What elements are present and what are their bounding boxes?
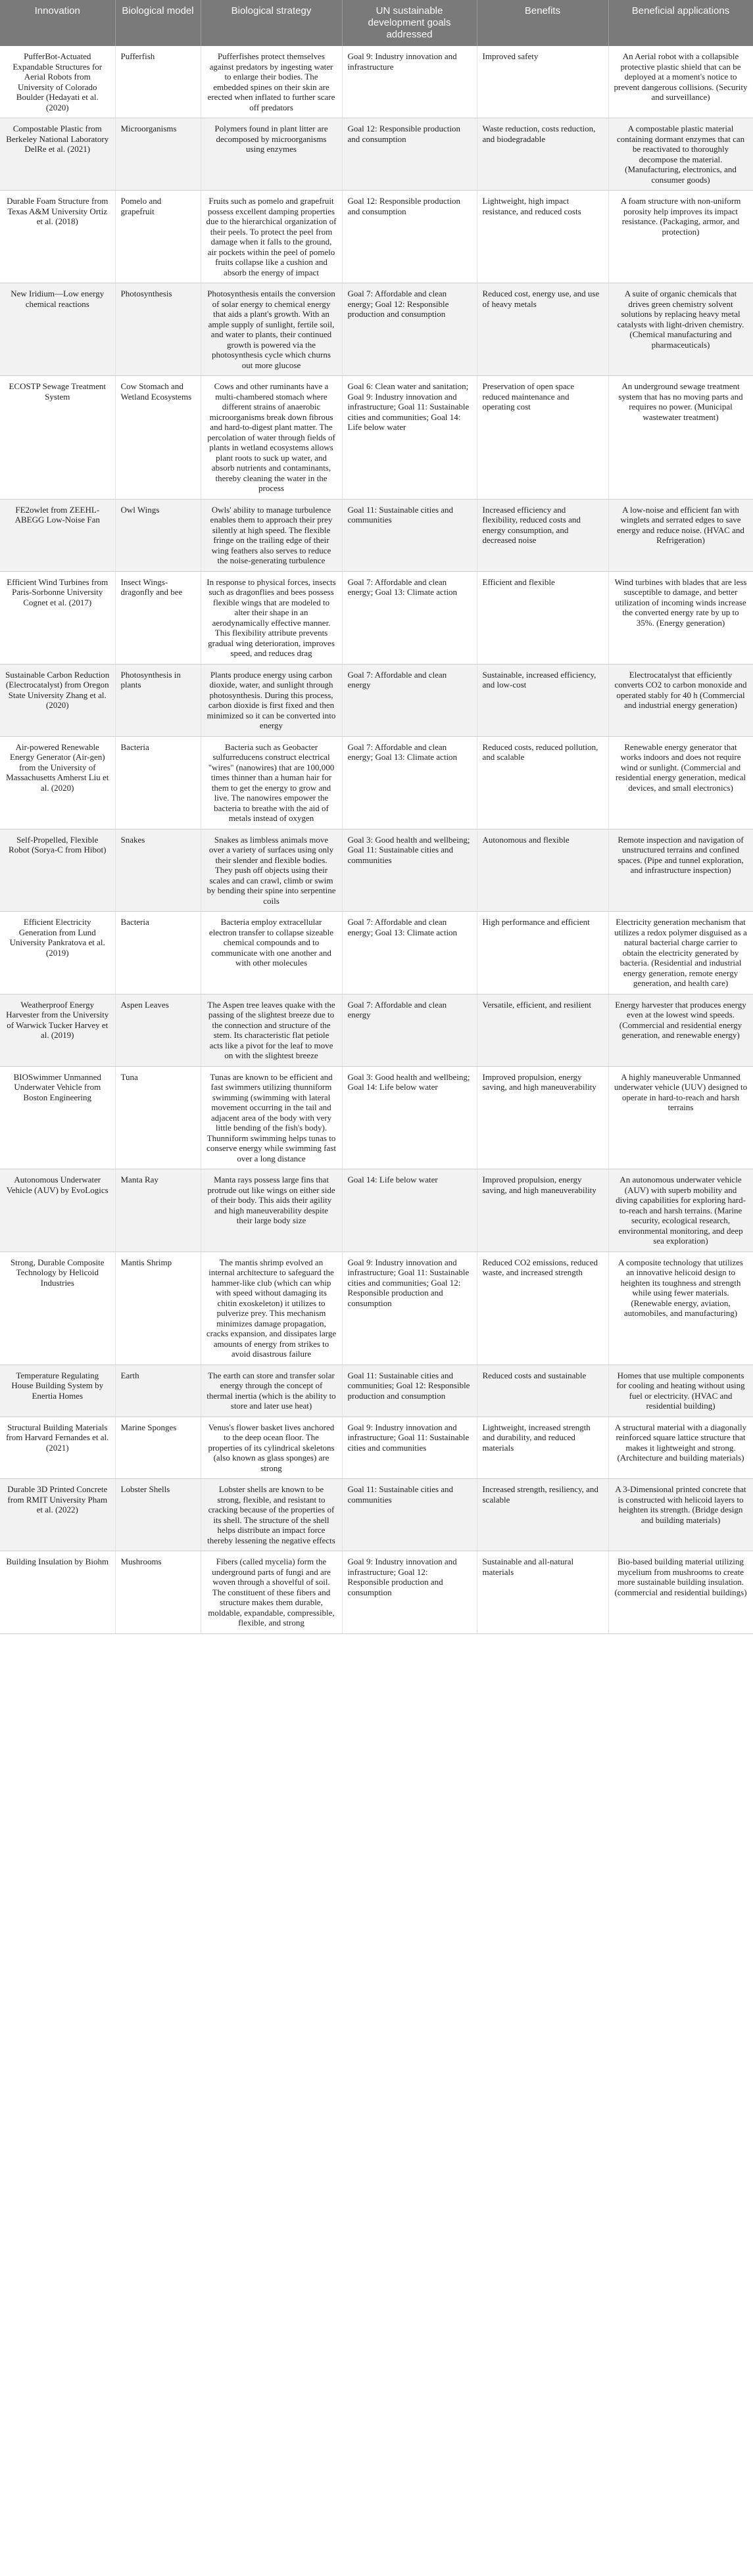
- cell-biological-model: Mantis Shrimp: [115, 1252, 201, 1365]
- cell-innovation: Structural Building Materials from Harvard Fernandes et al. (2021): [0, 1417, 115, 1479]
- cell-biological-strategy: Manta rays possess large fins that protrude out like wings on either side of their body. This aids their agility and high maneuverability despite their large body size: [201, 1169, 342, 1252]
- cell-un-goals: Goal 6: Clean water and sanitation; Goal 9: Industry innovation and infrastructure; Goal 11: Sustainable cities and communities; Goal 14: Life below water: [342, 376, 477, 500]
- cell-biological-model: Aspen Leaves: [115, 994, 201, 1066]
- header-row: [0, 0, 753, 46]
- cell-applications: An underground sewage treatment system that has no moving parts and requires no power. (Municipal wastewater treatment): [608, 376, 753, 500]
- cell-biological-strategy: Fruits such as pomelo and grapefruit possess excellent damping properties due to the hierarchical organization of their peels. To protect the peel from damage when it falls to the ground, air pockets within the peel of pomelo fruits collapse like a cushion and absorb the energy of impact: [201, 191, 342, 283]
- cell-applications: Remote inspection and navigation of unstructured terrains and confined spaces. (Pipe and tunnel exploration, and infrastructure inspection): [608, 829, 753, 912]
- cell-un-goals: Goal 9: Industry innovation and infrastructure; Goal 11: Sustainable cities and communities: [342, 1417, 477, 1479]
- cell-innovation: Durable 3D Printed Concrete from RMIT University Pham et al. (2022): [0, 1479, 115, 1551]
- cell-applications: Electrocatalyst that efficiently converts CO2 to carbon monoxide and operated stably for 40 h (Commercial and industrial energy generation): [608, 664, 753, 736]
- cell-benefits: Reduced cost, energy use, and use of heavy metals: [477, 283, 608, 376]
- cell-biological-model: Mushrooms: [115, 1551, 201, 1634]
- cell-biological-model: Pomelo and grapefruit: [115, 191, 201, 283]
- table-row: [0, 1551, 753, 1634]
- cell-applications: A foam structure with non-uniform porosity help improves its impact resistance. (Packaging, armor, and protection): [608, 191, 753, 283]
- table-row: [0, 994, 753, 1066]
- cell-benefits: Lightweight, high impact resistance, and reduced costs: [477, 191, 608, 283]
- cell-applications: A highly maneuverable Unmanned underwater vehicle (UUV) designed to operate in hard-to-reach and harsh terrains: [608, 1066, 753, 1169]
- cell-biological-strategy: Bacteria such as Geobacter sulfurreducens construct electrical "wires" (nanowires) that are 100,000 times thinner than a human hair for them to get the energy to grow and live. The nanowires empower the bacteria to breathe with the aid of metals instead of oxygen: [201, 736, 342, 829]
- cell-innovation: FE2owlet from ZEEHL-ABEGG Low-Noise Fan: [0, 499, 115, 571]
- table-row: [0, 1066, 753, 1169]
- cell-biological-strategy: Plants produce energy using carbon dioxide, water, and sunlight through photosynthesis. During this process, carbon dioxide is first fixed and then minimized so it can be converted into energy: [201, 664, 342, 736]
- cell-benefits: Versatile, efficient, and resilient: [477, 994, 608, 1066]
- cell-applications: Homes that use multiple components for cooling and heating without using fuel or electricity. (HVAC and residential building): [608, 1365, 753, 1417]
- cell-biological-strategy: Polymers found in plant litter are decomposed by microorganisms using enzymes: [201, 118, 342, 191]
- cell-biological-strategy: In response to physical forces, insects such as dragonflies and bees possess flexible wings that are modeled to alter their shape in an aerodynamically effective manner. This flexibility attribute prevents gradual wing deterioration, improves speed, and reduces drag: [201, 571, 342, 664]
- cell-un-goals: Goal 9: Industry innovation and infrastructure: [342, 46, 477, 118]
- cell-benefits: Lightweight, increased strength and durability, and reduced materials: [477, 1417, 608, 1479]
- cell-un-goals: Goal 11: Sustainable cities and communities; Goal 12: Responsible production and consumption: [342, 1365, 477, 1417]
- cell-un-goals: Goal 7: Affordable and clean energy; Goal 12: Responsible production and consumption: [342, 283, 477, 376]
- cell-biological-strategy: Lobster shells are known to be strong, flexible, and resistant to cracking because of the properties of its shell. The structure of the shell helps distribute an impact force thereby lessening the negative effects: [201, 1479, 342, 1551]
- cell-biological-strategy: Pufferfishes protect themselves against predators by ingesting water to enlarge their bodies. The embedded spines on their skin are erected when inflated to further scare off predators: [201, 46, 342, 118]
- cell-innovation: Weatherproof Energy Harvester from the University of Warwick Tucker Harvey et al. (2019): [0, 994, 115, 1066]
- cell-biological-strategy: Tunas are known to be efficient and fast swimmers utilizing thunniform swimming (swimming with lateral movement occurring in the tail and adjacent area of the body with very little bending of the fish's body). Thunniform swimming helps tunas to conserve energy while swimming fast over a long distance: [201, 1066, 342, 1169]
- table-header: [0, 0, 753, 46]
- table-row: [0, 499, 753, 571]
- cell-innovation: Sustainable Carbon Reduction (Electrocatalyst) from Oregon State University Zhang et al. (2020): [0, 664, 115, 736]
- cell-applications: A compostable plastic material containing dormant enzymes that can be reactivated to thoroughly decompose the material. (Manufacturing, electronics, and consumer goods): [608, 118, 753, 191]
- cell-un-goals: Goal 12: Responsible production and consumption: [342, 118, 477, 191]
- table-row: [0, 1365, 753, 1417]
- table-row: [0, 1417, 753, 1479]
- cell-benefits: Increased efficiency and flexibility, reduced costs and energy consumption, and decreased noise: [477, 499, 608, 571]
- cell-un-goals: Goal 14: Life below water: [342, 1169, 477, 1252]
- table-row: [0, 118, 753, 191]
- cell-benefits: Sustainable and all-natural materials: [477, 1551, 608, 1634]
- cell-un-goals: Goal 9: Industry innovation and infrastructure; Goal 12: Responsible production and consumption: [342, 1551, 477, 1634]
- cell-biological-strategy: The earth can store and transfer solar energy through the concept of thermal inertia (which is the ability to store and later use heat): [201, 1365, 342, 1417]
- cell-innovation: Building Insulation by Biohm: [0, 1551, 115, 1634]
- cell-un-goals: Goal 11: Sustainable cities and communities: [342, 499, 477, 571]
- cell-innovation: Temperature Regulating House Building System by Enertia Homes: [0, 1365, 115, 1417]
- table-row: [0, 571, 753, 664]
- cell-un-goals: Goal 11: Sustainable cities and communities: [342, 1479, 477, 1551]
- cell-benefits: Improved propulsion, energy saving, and high maneuverability: [477, 1066, 608, 1169]
- cell-biological-strategy: Fibers (called mycelia) form the underground parts of fungi and are woven through a shovelful of soil. The constituent of these fibers and structure makes them durable, moldable, expandable, compressible, flexible, and strong: [201, 1551, 342, 1634]
- table-row: [0, 912, 753, 995]
- cell-applications: Wind turbines with blades that are less susceptible to damage, and better utilization of incoming winds increase the converted energy rate by up to 35%. (Energy generation): [608, 571, 753, 664]
- cell-un-goals: Goal 7: Affordable and clean energy; Goal 13: Climate action: [342, 571, 477, 664]
- cell-innovation: Autonomous Underwater Vehicle (AUV) by EvoLogics: [0, 1169, 115, 1252]
- cell-benefits: Improved propulsion, energy saving, and high maneuverability: [477, 1169, 608, 1252]
- cell-innovation: Efficient Wind Turbines from Paris-Sorbonne University Cognet et al. (2017): [0, 571, 115, 664]
- cell-applications: Energy harvester that produces energy even at the lowest wind speeds. (Commercial and residential energy generation, and renewable energy): [608, 994, 753, 1066]
- cell-benefits: Sustainable, increased efficiency, and low-cost: [477, 664, 608, 736]
- cell-biological-model: Marine Sponges: [115, 1417, 201, 1479]
- table-row: [0, 829, 753, 912]
- cell-applications: Bio-based building material utilizing mycelium from mushrooms to create more sustainable building insulation. (commercial and residential buildings): [608, 1551, 753, 1634]
- cell-innovation: Air-powered Renewable Energy Generator (Air-gen) from the University of Massachusetts Amherst Liu et al. (2020): [0, 736, 115, 829]
- cell-innovation: Efficient Electricity Generation from Lund University Pankratova et al. (2019): [0, 912, 115, 995]
- table-row: [0, 191, 753, 283]
- cell-biological-strategy: Venus's flower basket lives anchored to the deep ocean floor. The properties of its cylindrical skeletons (also known as glass sponges) are strong: [201, 1417, 342, 1479]
- cell-innovation: BIOSwimmer Unmanned Underwater Vehicle from Boston Engineering: [0, 1066, 115, 1169]
- cell-innovation: Compostable Plastic from Berkeley National Laboratory DelRe et al. (2021): [0, 118, 115, 191]
- cell-applications: A structural material with a diagonally reinforced square lattice structure that makes it lightweight and strong. (Architecture and building materials): [608, 1417, 753, 1479]
- cell-biological-strategy: Photosynthesis entails the conversion of solar energy to chemical energy that aids a plant's growth. With an ample supply of sunlight, fertile soil, and water to plants, their continued growth is powered via the photosynthesis cycle which churns out more glucose: [201, 283, 342, 376]
- cell-un-goals: Goal 7: Affordable and clean energy: [342, 994, 477, 1066]
- cell-applications: A 3-Dimensional printed concrete that is constructed with helicoid layers to heighten its strength. (Bridge design and building materials): [608, 1479, 753, 1551]
- cell-biological-model: Microorganisms: [115, 118, 201, 191]
- cell-biological-model: Owl Wings: [115, 499, 201, 571]
- cell-biological-model: Snakes: [115, 829, 201, 912]
- table-row: [0, 376, 753, 500]
- cell-biological-model: Manta Ray: [115, 1169, 201, 1252]
- cell-biological-model: Tuna: [115, 1066, 201, 1169]
- cell-benefits: Autonomous and flexible: [477, 829, 608, 912]
- cell-benefits: Increased strength, resiliency, and scalable: [477, 1479, 608, 1551]
- cell-biological-model: Pufferfish: [115, 46, 201, 118]
- cell-biological-model: Bacteria: [115, 736, 201, 829]
- cell-innovation: ECOSTP Sewage Treatment System: [0, 376, 115, 500]
- cell-benefits: Efficient and flexible: [477, 571, 608, 664]
- cell-innovation: New Iridium—Low energy chemical reactions: [0, 283, 115, 376]
- cell-benefits: Improved safety: [477, 46, 608, 118]
- header-biological-model: Biological model: [115, 0, 201, 46]
- cell-un-goals: Goal 3: Good health and wellbeing; Goal 14: Life below water: [342, 1066, 477, 1169]
- cell-applications: An Aerial robot with a collapsible protective plastic shield that can be deployed at a moment's notice to prevent dangerous collisions. (Security and surveillance): [608, 46, 753, 118]
- cell-un-goals: Goal 12: Responsible production and consumption: [342, 191, 477, 283]
- table-row: [0, 736, 753, 829]
- cell-benefits: Preservation of open space reduced maintenance and operating cost: [477, 376, 608, 500]
- cell-biological-model: Insect Wings-dragonfly and bee: [115, 571, 201, 664]
- cell-biological-strategy: Owls' ability to manage turbulence enables them to approach their prey silently at high speed. The flexible fringe on the trailing edge of their wing feathers also serves to reduce the noise-generating turbulence: [201, 499, 342, 571]
- cell-un-goals: Goal 9: Industry innovation and infrastructure; Goal 11: Sustainable cities and communities; Goal 12: Responsible production and consumption: [342, 1252, 477, 1365]
- cell-biological-strategy: The Aspen tree leaves quake with the passing of the slightest breeze due to the connection and structure of the stem. Its characteristic flat petiole acts like a pivot for the leaf to move on with the slightest breeze: [201, 994, 342, 1066]
- cell-biological-model: Lobster Shells: [115, 1479, 201, 1551]
- cell-biological-strategy: Snakes as limbless animals move over a variety of surfaces using only their slender and flexible bodies. They push off objects using their scales and can crawl, climb or swim by bending their spine into serpentine coils: [201, 829, 342, 912]
- header-un-goals: UN sustainable development goals addressed: [342, 0, 477, 46]
- cell-un-goals: Goal 3: Good health and wellbeing; Goal 11: Sustainable cities and communities: [342, 829, 477, 912]
- cell-innovation: Durable Foam Structure from Texas A&M University Ortiz et al. (2018): [0, 191, 115, 283]
- header-biological-strategy: Biological strategy: [201, 0, 342, 46]
- cell-benefits: Reduced CO2 emissions, reduced waste, and increased strength: [477, 1252, 608, 1365]
- cell-un-goals: Goal 7: Affordable and clean energy: [342, 664, 477, 736]
- cell-benefits: Reduced costs and sustainable: [477, 1365, 608, 1417]
- table-row: [0, 1479, 753, 1551]
- table-row: [0, 46, 753, 118]
- cell-innovation: PufferBot-Actuated Expandable Structures for Aerial Robots from University of Colorado Boulder (Hedayati et al. (2020): [0, 46, 115, 118]
- cell-biological-strategy: Cows and other ruminants have a multi-chambered stomach where different strains of anaerobic microorganisms break down fibrous and hard-to-digest plant matter. The percolation of water through fields of plants in wetland ecosystems allows plant roots to suck up water, and absorb nutrients and contaminants, thereby cleaning the water in the process: [201, 376, 342, 500]
- cell-biological-strategy: Bacteria employ extracellular electron transfer to collapse sizeable chemical compounds and to communicate with one another and with other molecules: [201, 912, 342, 995]
- cell-applications: Renewable energy generator that works indoors and does not require wind or sunlight. (Commercial and residential energy generation, medical devices, and small electronics): [608, 736, 753, 829]
- header-innovation: Innovation: [0, 0, 115, 46]
- cell-benefits: High performance and efficient: [477, 912, 608, 995]
- cell-biological-model: Earth: [115, 1365, 201, 1417]
- cell-biological-model: Bacteria: [115, 912, 201, 995]
- table-row: [0, 1252, 753, 1365]
- cell-applications: An autonomous underwater vehicle (AUV) with superb mobility and diving capabilities for exploring hard-to-reach and harsh terrains. (Marine security, ecological research, environmental monitoring, and deep sea exploration): [608, 1169, 753, 1252]
- cell-biological-strategy: The mantis shrimp evolved an internal architecture to safeguard the hammer-like club (which can whip with speed without damaging its chitin exoskeleton) it utilizes to pulverize prey. This mechanism minimizes damage propagation, cracks expansion, and dissipates large amounts of energy from strikes to avoid disastrous failure: [201, 1252, 342, 1365]
- cell-benefits: Reduced costs, reduced pollution, and scalable: [477, 736, 608, 829]
- table-body: [0, 46, 753, 1633]
- cell-innovation: Strong, Durable Composite Technology by Helicoid Industries: [0, 1252, 115, 1365]
- cell-applications: A low-noise and efficient fan with winglets and serrated edges to save energy and reduce noise. (HVAC and Refrigeration): [608, 499, 753, 571]
- header-applications: Beneficial applications: [608, 0, 753, 46]
- table-row: [0, 283, 753, 376]
- cell-biological-model: Photosynthesis in plants: [115, 664, 201, 736]
- table-row: [0, 664, 753, 736]
- cell-applications: Electricity generation mechanism that utilizes a redox polymer disguised as a natural bacterial charge carrier to obtain the electricity generated by bacteria. (Residential and industrial energy generation, remote energy generation, and health care): [608, 912, 753, 995]
- cell-applications: A suite of organic chemicals that drives green chemistry solvent solutions by replacing heavy metal catalysts with light-driven chemistry. (Chemical manufacturing and pharmaceuticals): [608, 283, 753, 376]
- cell-biological-model: Cow Stomach and Wetland Ecosystems: [115, 376, 201, 500]
- cell-un-goals: Goal 7: Affordable and clean energy; Goal 13: Climate action: [342, 912, 477, 995]
- header-benefits: Benefits: [477, 0, 608, 46]
- cell-benefits: Waste reduction, costs reduction, and biodegradable: [477, 118, 608, 191]
- cell-un-goals: Goal 7: Affordable and clean energy; Goal 13: Climate action: [342, 736, 477, 829]
- table-row: [0, 1169, 753, 1252]
- cell-applications: A composite technology that utilizes an innovative helicoid design to heighten its toughness and strength while using fewer materials. (Renewable energy, aviation, automobiles, and manufacturing): [608, 1252, 753, 1365]
- cell-biological-model: Photosynthesis: [115, 283, 201, 376]
- cell-innovation: Self-Propelled, Flexible Robot (Sorya-C from Hibot): [0, 829, 115, 912]
